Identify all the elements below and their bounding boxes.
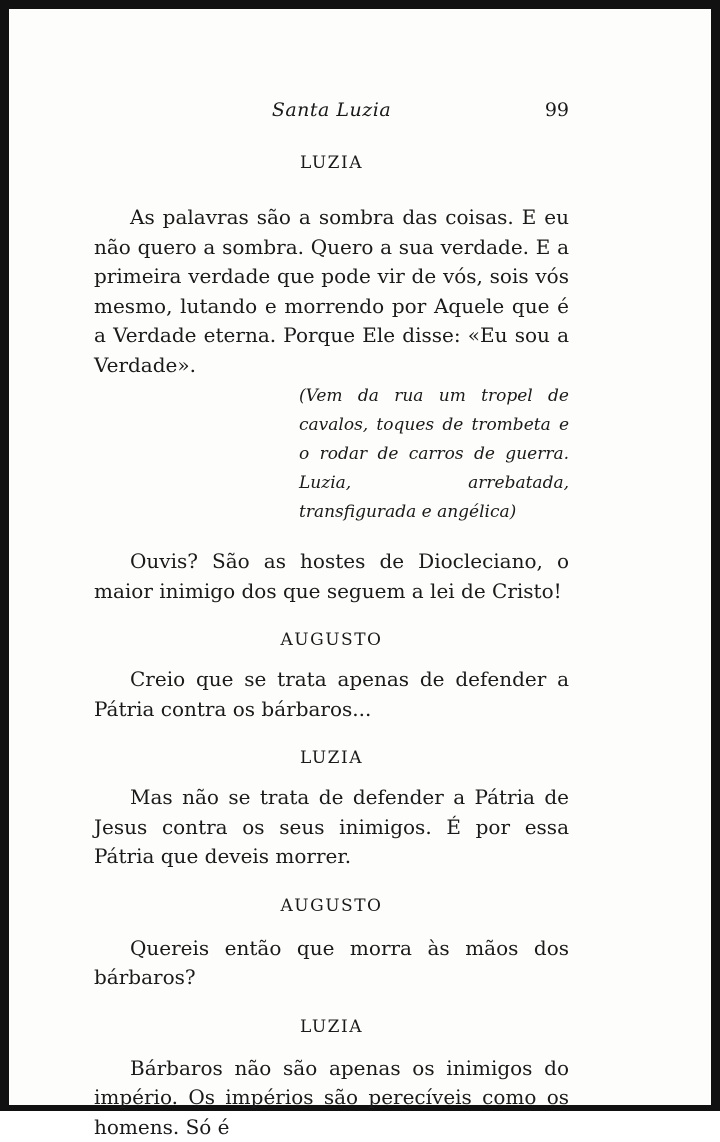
stage-direction: (Vem da rua um tropel de cavalos, toques de trombeta e o rodar de carros de guerra. Luzia, arrebatada, transfigurada e angélica) xyxy=(299,382,569,527)
dialogue-paragraph: Creio que se trata apenas de defender a Pátria contra os bárbaros... xyxy=(94,665,569,724)
book-page xyxy=(94,99,569,1142)
dialogue-paragraph: Bárbaros não são apenas os inimigos do império. Os impérios são perecíveis como os homens. Só é xyxy=(94,1054,569,1142)
speaker-name: AUGUSTO xyxy=(94,630,569,650)
running-head xyxy=(94,99,569,129)
speaker-name: AUGUSTO xyxy=(94,896,569,916)
page-number: 99 xyxy=(545,99,569,121)
dialogue-paragraph: Ouvis? São as hostes de Diocleciano, o maior inimigo dos que seguem a lei de Cristo! xyxy=(94,547,569,606)
dialogue-paragraph: Quereis então que morra às mãos dos bárbaros? xyxy=(94,934,569,993)
running-title: Santa Luzia xyxy=(94,99,569,121)
speaker-name: LUZIA xyxy=(94,748,569,768)
speaker-name: LUZIA xyxy=(94,1017,569,1037)
dialogue-paragraph: Mas não se trata de defender a Pátria de Jesus contra os seus inimigos. É por essa Pátria que deveis morrer. xyxy=(94,783,569,872)
dialogue-paragraph: As palavras são a sombra das coisas. E eu não quero a sombra. Quero a sua verdade. E a primeira verdade que pode vir de vós, sois vós mesmo, lutando e morrendo por Aquele que é a Verdade eterna. Porque Ele disse: «Eu sou a Verdade». xyxy=(94,203,569,380)
speaker-name: LUZIA xyxy=(94,153,569,173)
